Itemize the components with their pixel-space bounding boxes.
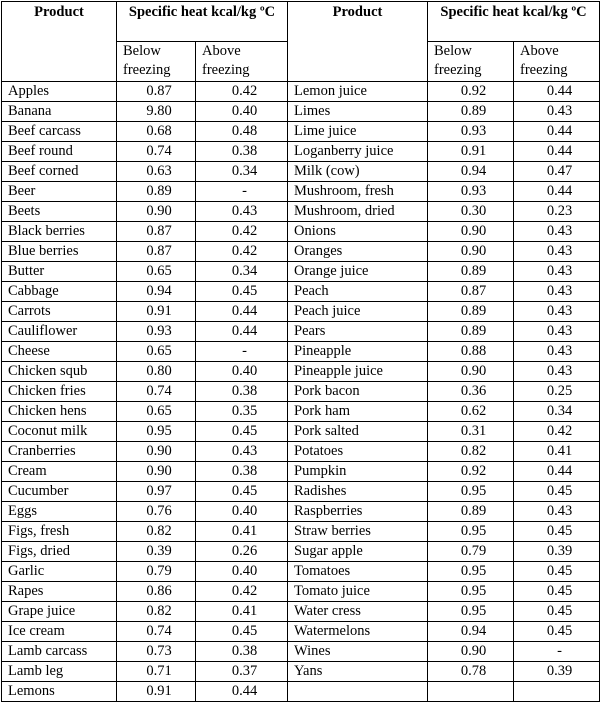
below-freezing-value-right: 0.90 — [428, 642, 514, 662]
above-freezing-value-right: 0.41 — [514, 442, 600, 462]
above-freezing-value-right: 0.43 — [514, 322, 600, 342]
above-freezing-header-right: Above freezing — [514, 42, 600, 82]
below-freezing-value-right: 0.95 — [428, 602, 514, 622]
below-freezing-value-left: 0.93 — [117, 322, 196, 342]
above-freezing-value-right: 0.25 — [514, 382, 600, 402]
below-freezing-value-right: 0.95 — [428, 522, 514, 542]
product-header-right: Product — [288, 2, 428, 82]
above-freezing-value-right: 0.43 — [514, 262, 600, 282]
above-freezing-value-left: - — [196, 182, 288, 202]
above-freezing-value-left: 0.34 — [196, 162, 288, 182]
table-row — [2, 642, 600, 662]
below-freezing-value-right: 0.94 — [428, 622, 514, 642]
product-name-right: Milk (cow) — [288, 162, 428, 182]
above-freezing-value-left: 0.40 — [196, 502, 288, 522]
below-freezing-value-left: 0.65 — [117, 402, 196, 422]
table-row — [2, 442, 600, 462]
below-freezing-value-left: 0.90 — [117, 202, 196, 222]
below-freezing-value-right: 0.89 — [428, 102, 514, 122]
product-name-right: Straw berries — [288, 522, 428, 542]
below-freezing-value-right — [428, 682, 514, 702]
product-name-right: Pork bacon — [288, 382, 428, 402]
product-name-left: Coconut milk — [2, 422, 117, 442]
table-row — [2, 162, 600, 182]
specific-heat-header-right: Specific heat kcal/kg ºC — [428, 2, 600, 42]
below-freezing-value-left: 0.91 — [117, 682, 196, 702]
product-name-right: Yans — [288, 662, 428, 682]
above-freezing-value-right: 0.43 — [514, 342, 600, 362]
above-freezing-value-left: 0.48 — [196, 122, 288, 142]
product-name-left: Figs, dried — [2, 542, 117, 562]
table-row — [2, 482, 600, 502]
product-name-right: Lime juice — [288, 122, 428, 142]
table-row — [2, 222, 600, 242]
product-name-left: Banana — [2, 102, 117, 122]
table-row — [2, 142, 600, 162]
table-row — [2, 302, 600, 322]
below-freezing-value-right: 0.89 — [428, 502, 514, 522]
product-name-left: Black berries — [2, 222, 117, 242]
below-freezing-value-left: 0.90 — [117, 462, 196, 482]
table-row — [2, 342, 600, 362]
below-freezing-value-right: 0.93 — [428, 182, 514, 202]
product-name-left: Cabbage — [2, 282, 117, 302]
product-name-right: Pork salted — [288, 422, 428, 442]
product-name-left: Garlic — [2, 562, 117, 582]
below-freezing-value-right: 0.88 — [428, 342, 514, 362]
below-freezing-value-left: 0.74 — [117, 142, 196, 162]
above-freezing-value-left: 0.38 — [196, 462, 288, 482]
table-body — [2, 82, 600, 702]
product-name-right — [288, 682, 428, 702]
above-freezing-value-right: 0.34 — [514, 402, 600, 422]
table-row — [2, 242, 600, 262]
table-row — [2, 582, 600, 602]
above-freezing-value-right: 0.43 — [514, 102, 600, 122]
product-name-right: Pineapple juice — [288, 362, 428, 382]
table-row — [2, 202, 600, 222]
below-freezing-value-right: 0.92 — [428, 82, 514, 102]
below-freezing-value-right: 0.79 — [428, 542, 514, 562]
product-name-right: Pineapple — [288, 342, 428, 362]
below-freezing-value-right: 0.30 — [428, 202, 514, 222]
above-freezing-value-right: 0.45 — [514, 582, 600, 602]
product-name-right: Radishes — [288, 482, 428, 502]
product-name-left: Cheese — [2, 342, 117, 362]
below-freezing-value-right: 0.90 — [428, 242, 514, 262]
product-name-left: Lamb carcass — [2, 642, 117, 662]
below-freezing-value-right: 0.90 — [428, 362, 514, 382]
above-freezing-value-left: 0.38 — [196, 382, 288, 402]
above-freezing-value-right: 0.43 — [514, 242, 600, 262]
below-freezing-value-left: 0.39 — [117, 542, 196, 562]
product-name-right: Limes — [288, 102, 428, 122]
below-freezing-value-left: 0.82 — [117, 522, 196, 542]
below-freezing-value-right: 0.82 — [428, 442, 514, 462]
below-freezing-header-left: Below freezing — [117, 42, 196, 82]
table-row — [2, 462, 600, 482]
above-freezing-value-right: 0.45 — [514, 602, 600, 622]
above-freezing-header-left: Above freezing — [196, 42, 288, 82]
product-name-left: Blue berries — [2, 242, 117, 262]
above-freezing-value-left: 0.41 — [196, 522, 288, 542]
table-row — [2, 502, 600, 522]
below-freezing-value-left: 0.82 — [117, 602, 196, 622]
product-name-left: Lamb leg — [2, 662, 117, 682]
above-freezing-value-left: 0.40 — [196, 102, 288, 122]
specific-heat-header-left: Specific heat kcal/kg ºC — [117, 2, 288, 42]
below-freezing-value-right: 0.90 — [428, 222, 514, 242]
below-freezing-value-right: 0.95 — [428, 582, 514, 602]
below-freezing-value-right: 0.78 — [428, 662, 514, 682]
above-freezing-value-left: 0.42 — [196, 242, 288, 262]
product-name-right: Orange juice — [288, 262, 428, 282]
table-row — [2, 282, 600, 302]
product-name-right: Peach juice — [288, 302, 428, 322]
product-name-right: Raspberries — [288, 502, 428, 522]
above-freezing-value-right: 0.44 — [514, 82, 600, 102]
product-name-left: Butter — [2, 262, 117, 282]
product-name-left: Beef carcass — [2, 122, 117, 142]
above-freezing-value-left: 0.45 — [196, 282, 288, 302]
above-freezing-value-right: 0.43 — [514, 502, 600, 522]
below-freezing-value-left: 0.65 — [117, 262, 196, 282]
above-freezing-value-right: 0.45 — [514, 562, 600, 582]
table-row — [2, 602, 600, 622]
below-freezing-value-left: 0.97 — [117, 482, 196, 502]
above-freezing-value-right: 0.39 — [514, 542, 600, 562]
below-freezing-value-left: 0.80 — [117, 362, 196, 382]
above-freezing-value-right: 0.45 — [514, 522, 600, 542]
product-name-right: Onions — [288, 222, 428, 242]
below-freezing-value-left: 0.89 — [117, 182, 196, 202]
table-row — [2, 122, 600, 142]
above-freezing-value-right: 0.43 — [514, 362, 600, 382]
product-name-right: Oranges — [288, 242, 428, 262]
below-freezing-value-right: 0.62 — [428, 402, 514, 422]
above-freezing-value-right: 0.43 — [514, 302, 600, 322]
below-freezing-value-left: 0.63 — [117, 162, 196, 182]
product-name-right: Pears — [288, 322, 428, 342]
above-freezing-value-right: 0.44 — [514, 122, 600, 142]
above-freezing-value-left: 0.38 — [196, 642, 288, 662]
above-freezing-value-left: 0.41 — [196, 602, 288, 622]
product-name-left: Chicken squb — [2, 362, 117, 382]
above-freezing-value-left: 0.44 — [196, 682, 288, 702]
product-name-left: Ice cream — [2, 622, 117, 642]
above-freezing-value-right: 0.39 — [514, 662, 600, 682]
below-freezing-value-right: 0.95 — [428, 562, 514, 582]
above-freezing-value-right: 0.23 — [514, 202, 600, 222]
above-freezing-value-left: 0.35 — [196, 402, 288, 422]
below-freezing-value-left: 0.74 — [117, 622, 196, 642]
above-freezing-value-right — [514, 682, 600, 702]
product-name-left: Cucumber — [2, 482, 117, 502]
product-name-right: Tomato juice — [288, 582, 428, 602]
product-name-right: Wines — [288, 642, 428, 662]
specific-heat-table — [1, 1, 600, 702]
table-row — [2, 262, 600, 282]
above-freezing-value-right: 0.44 — [514, 142, 600, 162]
below-freezing-value-left: 0.68 — [117, 122, 196, 142]
above-freezing-value-right: 0.44 — [514, 462, 600, 482]
product-name-right: Water cress — [288, 602, 428, 622]
below-freezing-value-right: 0.89 — [428, 322, 514, 342]
below-freezing-value-left: 0.86 — [117, 582, 196, 602]
product-name-right: Lemon juice — [288, 82, 428, 102]
table-row — [2, 102, 600, 122]
below-freezing-value-right: 0.91 — [428, 142, 514, 162]
table-row — [2, 542, 600, 562]
below-freezing-value-right: 0.36 — [428, 382, 514, 402]
above-freezing-value-left: 0.34 — [196, 262, 288, 282]
below-freezing-value-left: 0.94 — [117, 282, 196, 302]
product-name-left: Rapes — [2, 582, 117, 602]
below-freezing-value-right: 0.89 — [428, 302, 514, 322]
above-freezing-value-left: 0.42 — [196, 82, 288, 102]
product-name-left: Cream — [2, 462, 117, 482]
above-freezing-value-left: 0.37 — [196, 662, 288, 682]
below-freezing-value-left: 0.65 — [117, 342, 196, 362]
above-freezing-value-left: 0.44 — [196, 302, 288, 322]
above-freezing-value-left: 0.43 — [196, 202, 288, 222]
product-name-left: Cauliflower — [2, 322, 117, 342]
above-freezing-value-right: 0.47 — [514, 162, 600, 182]
table-row — [2, 322, 600, 342]
below-freezing-value-right: 0.87 — [428, 282, 514, 302]
above-freezing-value-right: 0.45 — [514, 482, 600, 502]
below-freezing-value-right: 0.95 — [428, 482, 514, 502]
above-freezing-value-right: 0.43 — [514, 222, 600, 242]
below-freezing-value-left: 0.79 — [117, 562, 196, 582]
above-freezing-value-right: 0.43 — [514, 282, 600, 302]
above-freezing-value-left: 0.38 — [196, 142, 288, 162]
product-name-right: Potatoes — [288, 442, 428, 462]
above-freezing-value-left: 0.42 — [196, 222, 288, 242]
above-freezing-value-right: - — [514, 642, 600, 662]
below-freezing-value-left: 0.91 — [117, 302, 196, 322]
product-name-left: Cranberries — [2, 442, 117, 462]
product-name-right: Sugar apple — [288, 542, 428, 562]
below-freezing-value-left: 0.74 — [117, 382, 196, 402]
below-freezing-value-right: 0.31 — [428, 422, 514, 442]
below-freezing-value-left: 0.95 — [117, 422, 196, 442]
table-row — [2, 362, 600, 382]
table-row — [2, 682, 600, 702]
product-name-left: Chicken fries — [2, 382, 117, 402]
below-freezing-value-left: 0.71 — [117, 662, 196, 682]
table-row — [2, 522, 600, 542]
product-name-left: Chicken hens — [2, 402, 117, 422]
above-freezing-value-right: 0.44 — [514, 182, 600, 202]
table-row — [2, 182, 600, 202]
table-row — [2, 82, 600, 102]
product-header-left: Product — [2, 2, 117, 82]
product-name-right: Pork ham — [288, 402, 428, 422]
product-name-left: Beef round — [2, 142, 117, 162]
table-row — [2, 382, 600, 402]
table-row — [2, 402, 600, 422]
product-name-right: Tomatoes — [288, 562, 428, 582]
product-name-right: Mushroom, fresh — [288, 182, 428, 202]
below-freezing-value-right: 0.92 — [428, 462, 514, 482]
above-freezing-value-left: 0.44 — [196, 322, 288, 342]
above-freezing-value-left: 0.45 — [196, 482, 288, 502]
product-name-left: Carrots — [2, 302, 117, 322]
below-freezing-value-left: 0.87 — [117, 222, 196, 242]
below-freezing-value-right: 0.93 — [428, 122, 514, 142]
above-freezing-value-left: 0.43 — [196, 442, 288, 462]
product-name-left: Beets — [2, 202, 117, 222]
product-name-left: Grape juice — [2, 602, 117, 622]
below-freezing-value-right: 0.89 — [428, 262, 514, 282]
table-row — [2, 662, 600, 682]
product-name-right: Watermelons — [288, 622, 428, 642]
below-freezing-value-left: 0.87 — [117, 82, 196, 102]
table-row — [2, 562, 600, 582]
below-freezing-value-left: 0.73 — [117, 642, 196, 662]
above-freezing-value-left: 0.26 — [196, 542, 288, 562]
product-name-right: Loganberry juice — [288, 142, 428, 162]
table-row — [2, 422, 600, 442]
above-freezing-value-left: 0.40 — [196, 362, 288, 382]
above-freezing-value-left: 0.45 — [196, 622, 288, 642]
above-freezing-value-left: 0.40 — [196, 562, 288, 582]
above-freezing-value-left: 0.42 — [196, 582, 288, 602]
product-name-left: Beef corned — [2, 162, 117, 182]
product-name-left: Eggs — [2, 502, 117, 522]
table-header — [2, 2, 600, 82]
product-name-left: Figs, fresh — [2, 522, 117, 542]
above-freezing-value-right: 0.42 — [514, 422, 600, 442]
below-freezing-value-left: 0.76 — [117, 502, 196, 522]
product-name-left: Apples — [2, 82, 117, 102]
below-freezing-header-right: Below freezing — [428, 42, 514, 82]
above-freezing-value-left: - — [196, 342, 288, 362]
below-freezing-value-left: 9.80 — [117, 102, 196, 122]
product-name-right: Mushroom, dried — [288, 202, 428, 222]
above-freezing-value-left: 0.45 — [196, 422, 288, 442]
product-name-right: Pumpkin — [288, 462, 428, 482]
product-name-left: Beer — [2, 182, 117, 202]
table-row — [2, 622, 600, 642]
below-freezing-value-left: 0.87 — [117, 242, 196, 262]
below-freezing-value-left: 0.90 — [117, 442, 196, 462]
above-freezing-value-right: 0.45 — [514, 622, 600, 642]
below-freezing-value-right: 0.94 — [428, 162, 514, 182]
product-name-right: Peach — [288, 282, 428, 302]
product-name-left: Lemons — [2, 682, 117, 702]
